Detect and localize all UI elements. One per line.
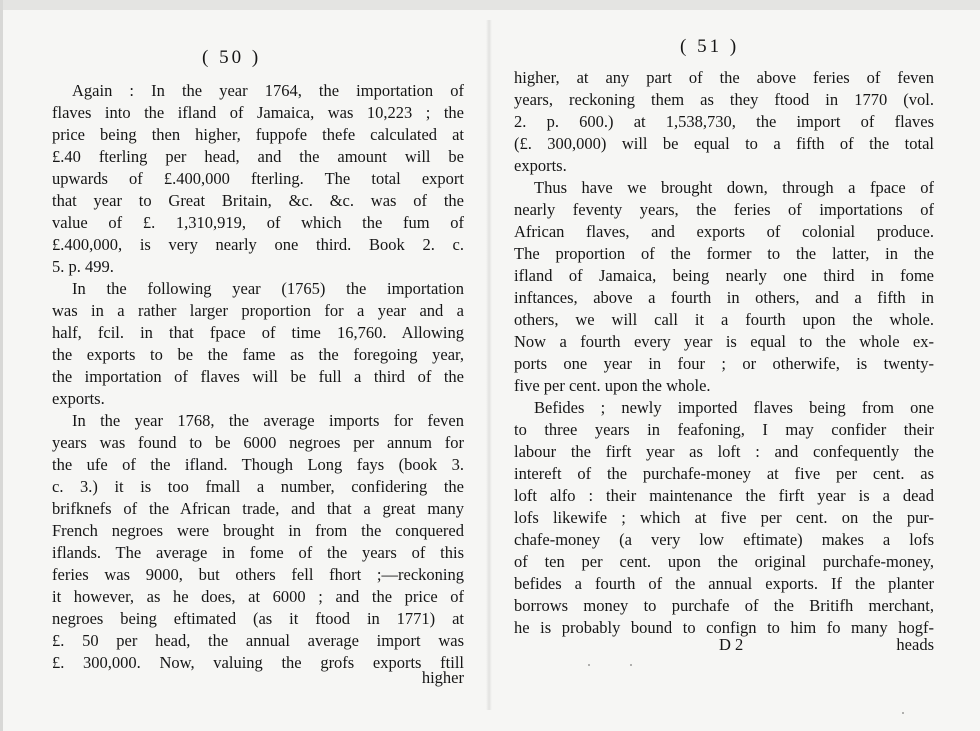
text-line: the importation of flaves will be full a third of the [52, 367, 464, 386]
scan-speck [588, 664, 590, 666]
text-line: higher, at any part of the above feries of feven [514, 68, 934, 87]
text-line: to three years in feafoning, I may confider their [514, 420, 934, 439]
text-line: ifland of Jamaica, being nearly one third in fome [514, 266, 934, 285]
right-catchword: heads [896, 635, 934, 654]
text-line: (£. 300,000) will be equal to a fifth of the total [514, 134, 934, 153]
text-line: £. 300,000. Now, valuing the grofs exports ftill [52, 653, 464, 672]
text-line: exports. [514, 156, 567, 175]
text-line: labour the firft year as loft : and confequently the [514, 442, 934, 461]
scan-speck [902, 712, 904, 714]
text-line: iflands. The average in fome of the years of this [52, 543, 464, 562]
text-line: £.40 fterling per head, and the amount will be [52, 147, 464, 166]
text-line: befides a fourth of the annual exports. If the planter [514, 574, 934, 593]
text-line: Again : In the year 1764, the importation of [72, 81, 464, 100]
text-line: The proportion of the former to the latter, in the [514, 244, 934, 263]
text-line: price being then higher, fuppofe thefe calculated at [52, 125, 464, 144]
text-line: loft alfo : their maintenance the firft year is a dead [514, 486, 934, 505]
text-line: intereft of the purchafe-money at five per cent. as [514, 464, 934, 483]
text-line: borrows money to purchafe of the Britifh merchant, [514, 596, 934, 615]
text-line: the exports to be the fame as the foregoing year, [52, 345, 464, 364]
text-line: In the following year (1765) the importation [72, 279, 464, 298]
signature-mark: D 2 [719, 635, 744, 654]
text-line: feries was 9000, but others fell fhort ;—reckoning [52, 565, 464, 584]
text-line: upwards of £.400,000 fterling. The total export [52, 169, 464, 188]
text-line: Now a fourth every year is equal to the whole ex- [514, 332, 934, 351]
book-gutter [486, 20, 492, 710]
text-line: it however, as he does, at 6000 ; and the price of [52, 587, 464, 606]
text-line: negroes being eftimated (as it ftood in 1771) at [52, 609, 464, 628]
text-line: that year to Great Britain, &c. &c. was of the [52, 191, 464, 210]
text-line: French negroes were brought in from the conquered [52, 521, 464, 540]
text-line: brifknefs of the African trade, and that a great many [52, 499, 464, 518]
text-line: ports one year in four ; or otherwife, is twenty- [514, 354, 934, 373]
right-page-number: ( 51 ) [680, 36, 740, 57]
text-line: £.400,000, is very nearly one third. Book 2. c. [52, 235, 464, 254]
scan-speck [630, 664, 632, 666]
text-line: he is probably bound to confign to him fo many hogf- [514, 618, 934, 637]
text-line: 5. p. 499. [52, 257, 114, 276]
text-line: In the year 1768, the average imports for feven [72, 411, 464, 430]
text-line: value of £. 1,310,919, of which the fum of [52, 213, 464, 232]
text-line: Thus have we brought down, through a fpace of [534, 178, 934, 197]
text-line: flaves into the ifland of Jamaica, was 10,223 ; the [52, 103, 464, 122]
left-catchword: higher [421, 668, 464, 687]
left-page-number: ( 50 ) [202, 47, 262, 68]
text-line: Befides ; newly imported flaves being from one [534, 398, 934, 417]
text-line: chafe-money (a very low eftimate) makes a lofs [514, 530, 934, 549]
text-line: c. 3.) it is too fmall a number, confidering the [52, 477, 464, 496]
text-line: five per cent. upon the whole. [514, 376, 711, 395]
text-line: the ufe of the ifland. Though Long fays (book 3. [52, 455, 464, 474]
text-line: others, we will call it a fourth upon the whole. [514, 310, 934, 329]
text-line: lofs likewife ; which at five per cent. on the pur- [514, 508, 934, 527]
text-line: £. 50 per head, the annual average import was [52, 631, 464, 650]
text-line: of ten per cent. upon the original purchafe-money, [514, 552, 934, 571]
text-line: was in a rather larger proportion for a year and a [52, 301, 464, 320]
scan-top-edge [0, 0, 980, 10]
text-line: 2. p. 600.) at 1,538,730, the import of flaves [514, 112, 934, 131]
text-line: half, fcil. in that fpace of time 16,760. Allowing [52, 323, 464, 342]
text-line: years was found to be 6000 negroes per annum for [52, 433, 464, 452]
text-line: African flaves, and exports of colonial produce. [514, 222, 934, 241]
scan-left-edge [0, 0, 3, 731]
text-line: exports. [52, 389, 105, 408]
text-line: nearly feventy years, the feries of importations of [514, 200, 934, 219]
text-line: years, reckoning them as they ftood in 1770 (vol. [514, 90, 934, 109]
text-line: inftances, above a fourth in others, and a fifth in [514, 288, 934, 307]
